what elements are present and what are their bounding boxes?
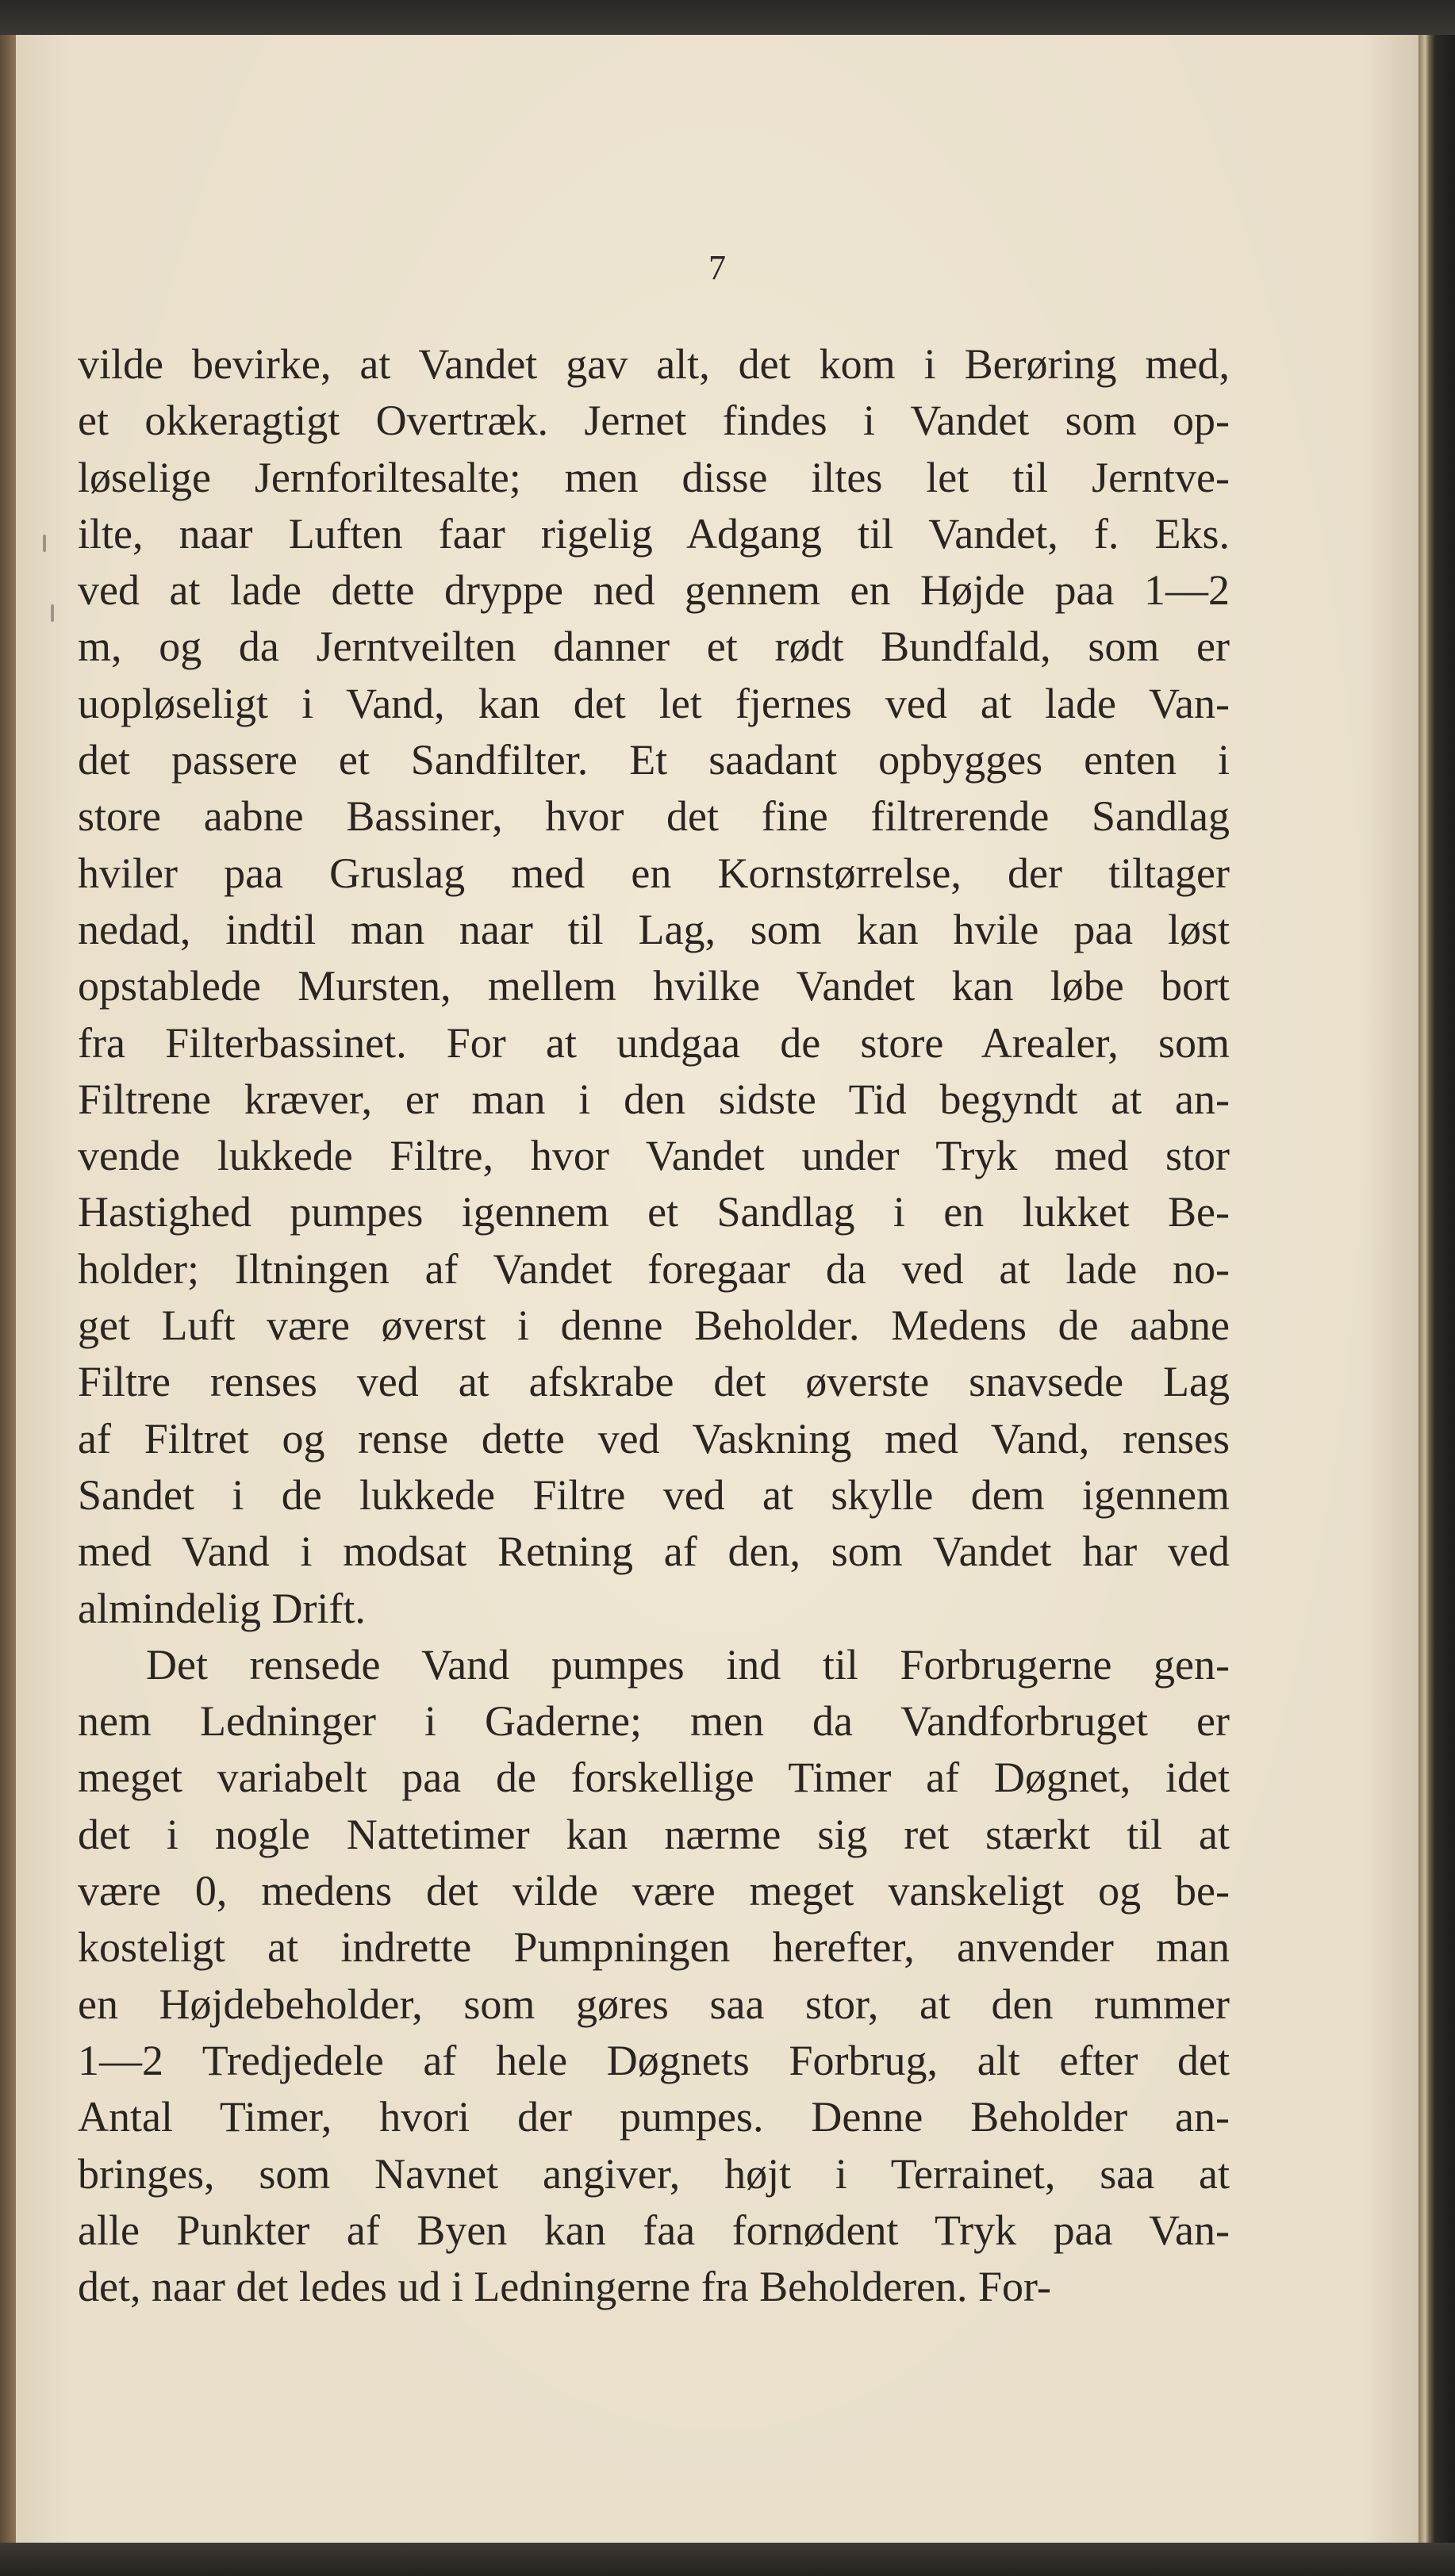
page-right-edge: [1419, 35, 1455, 2543]
text-line: almindelig Drift.: [78, 1584, 366, 1632]
book-binding-edge: [0, 35, 16, 2543]
text-line: holder; Iltningen af Vandet foregaar da ved at lade no-: [78, 1244, 1230, 1293]
scan-bottom-border: [0, 2543, 1455, 2576]
text-line: meget variabelt paa de forskellige Timer af Døgnet, idet: [78, 1754, 1230, 1802]
text-line: vilde bevirke, at Vandet gav alt, det kom i Berøring med,: [78, 340, 1230, 388]
margin-speck: [51, 604, 54, 622]
page-number: 7: [708, 248, 726, 287]
page-body-text: [78, 336, 1230, 2315]
text-line: være 0, medens det vilde være meget vanskeligt og be-: [78, 1867, 1230, 1915]
scan-top-border: [0, 0, 1455, 35]
text-line: Filtre renses ved at afskrabe det øverste snavsede Lag: [78, 1358, 1230, 1406]
text-line: 1—2 Tredjedele af hele Døgnets Forbrug, alt efter det: [78, 2036, 1230, 2084]
text-line: Filtrene kræver, er man i den sidste Tid begyndt at an-: [78, 1075, 1230, 1123]
book-page: [16, 35, 1419, 2543]
text-line: opstablede Mursten, mellem hvilke Vandet kan løbe bort: [78, 962, 1230, 1010]
text-line: nedad, indtil man naar til Lag, som kan hvile paa løst: [78, 905, 1230, 953]
text-line: ilte, naar Luften faar rigelig Adgang til Vandet, f. Eks.: [78, 509, 1230, 558]
text-line: en Højdebeholder, som gøres saa stor, at den rummer: [78, 1980, 1230, 2028]
text-line: uopløseligt i Vand, kan det let fjernes ved at lade Van-: [78, 679, 1230, 727]
text-line: kosteligt at indrette Pumpningen herefter, anvender man: [78, 1923, 1230, 1972]
text-line: Antal Timer, hvori der pumpes. Denne Beholder an-: [78, 2093, 1230, 2141]
text-line: det passere et Sandfilter. Et saadant opbygges enten i: [78, 736, 1230, 784]
text-line: nem Ledninger i Gaderne; men da Vandforbruget er: [78, 1697, 1230, 1746]
text-line: et okkeragtigt Overtræk. Jernet findes i Vandet som op-: [78, 397, 1230, 445]
text-line: Sandet i de lukkede Filtre ved at skylle dem igennem: [78, 1470, 1230, 1519]
text-line: det i nogle Nattetimer kan nærme sig ret stærkt til at: [78, 1810, 1230, 1858]
text-line: hviler paa Gruslag med en Kornstørrelse, der tiltager: [78, 849, 1230, 897]
text-line: løselige Jernforiltesalte; men disse iltes let til Jerntve-: [78, 453, 1230, 501]
text-line: fra Filterbassinet. For at undgaa de store Arealer, som: [78, 1018, 1230, 1067]
margin-speck: [43, 535, 46, 552]
text-line: ved at lade dette dryppe ned gennem en Højde paa 1—2: [78, 566, 1230, 615]
text-line: med Vand i modsat Retning af den, som Vandet har ved: [78, 1528, 1230, 1576]
text-line: af Filtret og rense dette ved Vaskning med Vand, renses: [78, 1414, 1230, 1462]
text-line: bringes, som Navnet angiver, højt i Terrainet, saa at: [78, 2149, 1230, 2198]
text-line: Det rensede Vand pumpes ind til Forbrugerne gen-: [146, 1640, 1230, 1689]
text-line: det, naar det ledes ud i Ledningerne fra Beholderen. For-: [78, 2263, 1051, 2311]
text-line: alle Punkter af Byen kan faa fornødent Tryk paa Van-: [78, 2206, 1230, 2254]
text-line: vende lukkede Filtre, hvor Vandet under Tryk med stor: [78, 1132, 1230, 1180]
text-line: Hastighed pumpes igennem et Sandlag i en lukket Be-: [78, 1188, 1230, 1236]
text-line: m, og da Jerntveilten danner et rødt Bundfald, som er: [78, 623, 1230, 671]
text-line: get Luft være øverst i denne Beholder. Medens de aabne: [78, 1301, 1230, 1350]
text-line: store aabne Bassiner, hvor det fine filtrerende Sandlag: [78, 792, 1230, 841]
